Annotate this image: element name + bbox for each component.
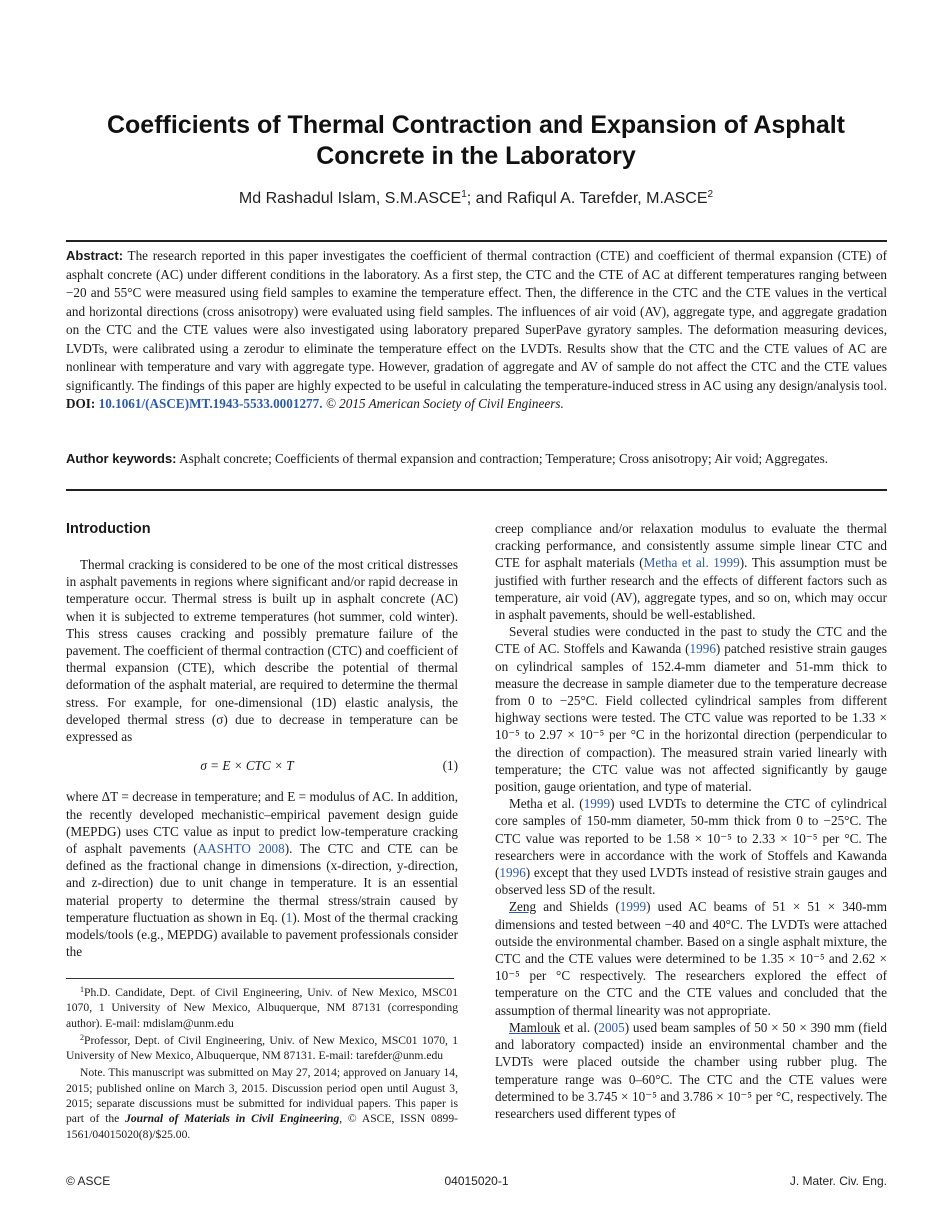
citation-aashto-2008[interactable]: AASHTO 2008	[197, 841, 285, 857]
footnote-rule	[66, 978, 454, 979]
equation-1	[66, 757, 458, 774]
right-column	[495, 520, 887, 1122]
citation-zeng-1999[interactable]: 1999	[619, 899, 647, 915]
note-text: Note. This manuscript was submitted on May 27, 2014; approved on January 14, 2015; published online on March 3, 2015. Discussion period open until August 3, 2015; separate discussions must be submitted for individual papers. This paper is part of the	[66, 1066, 458, 1126]
citation-stoffels-1996[interactable]: 1996	[689, 641, 716, 657]
body-text: ) patched resistive strain gauges on cylindrical samples of 152.4-mm diameter and 51-mm thick to measure the decrease in sample diameter due to the temperature decrease from 0 to −25°C. Field collected cylindrical samples from different highway sections were tested. The CTC value was reported to be 1.33 × 10⁻⁵ to 2.97 × 10⁻⁵ per °C in the horizontal direction (perpendicular to the direction of compaction). The measured strain varied linearly with temperature; the CTC value was not affected significantly by gauge position, gauge orientation, and type of material.	[495, 641, 887, 795]
right-paragraph-1	[495, 520, 887, 623]
keywords-bottom-rule	[66, 489, 887, 491]
footer-article-number: 04015020-1	[444, 1174, 509, 1188]
author-1: Md Rashadul Islam, S.M.ASCE	[238, 190, 462, 207]
body-text: ) except that they used LVDTs instead of resistive strain gauges and observed less SD of the result.	[495, 865, 887, 898]
right-paragraph-2	[495, 623, 887, 795]
author-1-affiliation-mark[interactable]: 1	[461, 189, 467, 200]
footer-publisher: © ASCE	[66, 1174, 111, 1188]
author-name-mamlouk: Mamlouk	[509, 1019, 561, 1035]
body-text: ) used AC beams of 51 × 51 × 340-mm dimensions and tested between −40 and 40°C. The LVDTs were attached outside the environmental chamber. Based on a single asphalt mixture, the CTC and the CTE values were determined to be 1.35 × 10⁻⁵ and 2.62 × 10⁻⁵ per °C respectively. The researchers explored the effect of temperature on the CTC and the CTE values and concluded that the assumption of thermal linearity was not appropriate.	[495, 899, 887, 1018]
author-2-affiliation-mark[interactable]: 2	[707, 189, 714, 200]
author-keywords	[66, 450, 887, 469]
note-text: , © ASCE, ISSN 0899-1561/04015020(8)/$25.00.	[66, 1112, 458, 1141]
author-2: Rafiqul A. Tarefder, M.ASCE	[506, 190, 708, 207]
journal-name: Journal of Materials in Civil Engineering	[125, 1112, 340, 1126]
body-text: ) used LVDTs to determine the CTC of cylindrical core samples of 150-mm diameter, 50-mm thick from 0 to −25°C. The CTC value was reported to be 1.58 × 10⁻⁵ to 2.33 × 10⁻⁵ per °C. The researchers were in accordance with the work of Stoffels and Kawanda (	[495, 796, 887, 881]
footnotes	[66, 985, 458, 1144]
intro-text: where ΔT = decrease in temperature; and E = modulus of AC. In addition, the recently developed mechanistic–empirical pavement design guide (MEPDG) uses CTC value as input to predict low-temperature cracking of asphalt pavements (	[66, 789, 458, 857]
footnote-2-mark: 2	[80, 1032, 84, 1042]
equation-number: (1)	[442, 758, 458, 774]
right-paragraph-5	[495, 1019, 887, 1122]
body-text: ) used beam samples of 50 × 50 × 390 mm (field and laboratory compacted) inside an environmental chamber and the LVDTs were placed outside the chamber using rubber plug. The temperature range was 0–60°C. The CTC and the CTE values were determined to be 3.745 × 10⁻⁵ and 3.786 × 10⁻⁵ per °C, respectively. The researchers used different types of	[495, 1019, 887, 1121]
author-name-zeng: Zeng	[509, 899, 537, 915]
abstract-top-rule	[66, 240, 887, 242]
citation-metha-1999[interactable]: 1999	[583, 796, 611, 812]
keywords-label: Author keywords:	[66, 451, 177, 466]
equation-reference[interactable]: 1	[285, 909, 293, 925]
footnote-1-mark: 1	[80, 985, 84, 994]
abstract	[66, 247, 887, 414]
right-paragraph-3	[495, 795, 887, 898]
citation-metha-1999[interactable]: Metha et al. 1999	[643, 555, 740, 571]
intro-text: ). The CTC and CTE can be defined as the fractional change in dimensions (x-direction, y-direction, and z-direction) due to unit change in temperature. It is an essential material property to determine the thermal stress/strain caused by temperature fluctuation as shown in Eq. (	[66, 841, 458, 925]
body-text: et al. (	[560, 1019, 599, 1035]
intro-paragraph-2	[66, 788, 458, 960]
intro-paragraph-1: Thermal cracking is considered to be one of the most critical distresses in asphalt pavements in regions where significant and/or rapid decrease in temperature occur. Thermal stress is built up in asphalt concrete (AC) when it is subjected to extreme temperatures (hot summer, cold winter). This stress causes cracking and possibly premature failure of the pavement. The coefficient of thermal contraction (CTC) and coefficient of thermal expansion (CTE), which describe the potential of thermal deformation of the asphalt material, are required to determine the thermal stress. For example, for one-dimensional (1D) elastic analysis, the developed thermal stress (σ) due to decrease in temperature can be expressed as	[66, 557, 458, 745]
copyright-notice: © 2015 American Society of Civil Engineers.	[325, 396, 564, 411]
doi-label: DOI:	[66, 396, 96, 411]
footnote-1	[66, 985, 458, 1031]
abstract-label: Abstract:	[66, 248, 124, 263]
keywords-text: Asphalt concrete; Coefficients of thermal expansion and contraction; Temperature; Cross anisotropy; Air void; Aggregates.	[179, 451, 829, 466]
abstract-text: The research reported in this paper investigates the coefficient of thermal contraction (CTE) and coefficient of thermal expansion (CTE) of asphalt concrete (AC) under different conditions in the laboratory. As a first step, the CTC and the CTE of AC at different temperatures ranging between −20 and 55°C were measured using field samples to examine the temperature effect. Then, the difference in the CTC and the CTE values in the vertical and horizontal directions (cross anisotropy) were evaluated using field samples. The influences of air void (AV), aggregate type, and aggregate gradation on the CTC and the CTE values were also investigated using laboratory prepared SuperPave gyratory samples. The deformation measuring devices, LVDTs, were calibrated using a zerodur to eliminate the temperature effect on the LVDTs. Results show that the CTC and the CTE values of AC are nonlinear with temperature and vary with aggregate type. However, gradation of aggregate and AV of sample do not affect the CTC and the CTE values significantly. The findings of this paper are highly expected to be useful in calculating the temperature-induced stress in AC using any design/analysis tool.	[66, 248, 887, 393]
citation-stoffels-1996[interactable]: 1996	[499, 865, 526, 881]
footnote-2-text: Professor, Dept. of Civil Engineering, Univ. of New Mexico, MSC01 1070, 1 University of New Mexico, Albuquerque, NM 87131. E-mail: tarefder@unm.edu	[66, 1033, 458, 1063]
citation-mamlouk-2005[interactable]: 2005	[598, 1019, 625, 1035]
left-column	[66, 520, 458, 960]
footnote-1-text: Ph.D. Candidate, Dept. of Civil Engineering, Univ. of New Mexico, MSC01 1070, 1 University of New Mexico, Albuquerque, NM 87131 (corresponding author). E-mail: mdislam@unm.edu	[66, 986, 458, 1030]
submission-note	[66, 1065, 458, 1141]
doi-link[interactable]: 10.1061/(ASCE)MT.1943-5533.0001277.	[98, 396, 323, 411]
intro-text: ). Most of the thermal cracking models/tools (e.g., MEPDG) available to pavement professionals consider the	[66, 909, 458, 960]
author-separator: ; and	[466, 190, 507, 207]
body-text: Several studies were conducted in the past to study the CTC and the CTE of AC. Stoffels and Kawanda (	[495, 624, 887, 657]
paper-title: Coefficients of Thermal Contraction and Expansion of Asphalt Concrete in the Laboratory	[106, 111, 846, 170]
footer-journal: J. Mater. Civ. Eng.	[789, 1174, 887, 1188]
author-line	[66, 190, 886, 208]
equation-body: σ = E × CTC × T	[200, 758, 294, 774]
footnote-2	[66, 1033, 458, 1064]
section-heading-introduction: Introduction	[66, 521, 151, 537]
body-text: ). This assumption must be justified with further research and the effects of different factors such as temperature, air void (AV), aggregate types, and so on, which may occur in asphalt pavements, should be well-established.	[495, 555, 887, 623]
right-paragraph-4	[495, 898, 887, 1018]
body-text: creep compliance and/or relaxation modulus to evaluate the thermal cracking performance, and consistently assume simple linear CTC and CTE for asphalt materials (	[495, 521, 887, 571]
body-text: Metha et al. (	[509, 796, 584, 812]
body-text: and Shields (	[536, 899, 620, 915]
